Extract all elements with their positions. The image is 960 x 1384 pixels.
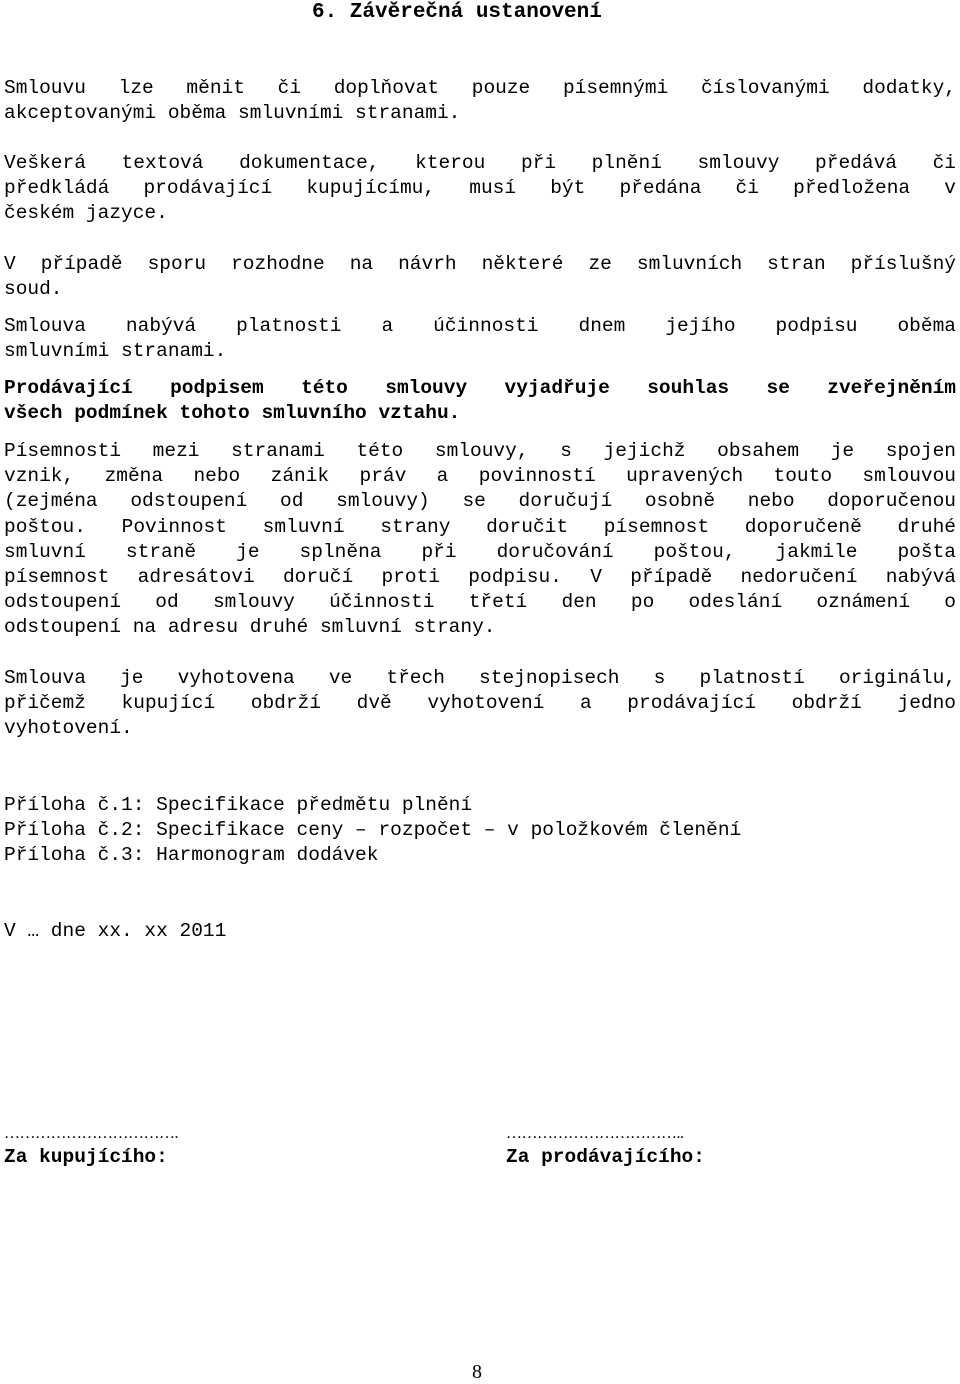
- buyer-signature-label: Za kupujícího:: [4, 1146, 168, 1168]
- text-line: Veškerá textová dokumentace, kterou při plnění smlouvy předává či: [4, 152, 956, 174]
- text-line: všech podmínek tohoto smluvního vztahu.: [4, 402, 461, 425]
- section-heading: 6. Závěrečná ustanovení: [312, 1, 602, 24]
- place-and-date: V … dne xx. xx 2011: [4, 920, 227, 942]
- text-line: českém jazyce.: [4, 202, 168, 225]
- text-line: V případě sporu rozhodne na návrh některé ze smluvních stran příslušný: [4, 253, 956, 275]
- page-number: 8: [472, 1361, 482, 1383]
- text-line: Prodávající podpisem této smlouvy vyjadřuje souhlas se zveřejněním: [4, 377, 956, 399]
- attachment-item: Příloha č.3: Harmonogram dodávek: [4, 844, 379, 866]
- paragraph-dispute: [4, 252, 956, 302]
- text-line: poštou. Povinnost smluvní strany doručit písemnost doporučeně druhé: [4, 515, 956, 538]
- paragraph-publication-consent: [4, 376, 956, 426]
- text-line: akceptovanými oběma smluvními stranami.: [4, 102, 461, 125]
- paragraph-amendments: [4, 76, 956, 126]
- text-line: vznik, změna nebo zánik práv a povinností upravených touto smlouvou: [4, 465, 956, 488]
- paragraph-documentation-language: [4, 151, 956, 227]
- text-line: Písemnosti mezi stranami této smlouvy, s jejichž obsahem je spojen: [4, 440, 956, 462]
- text-line: Smlouva je vyhotovena ve třech stejnopisech s platností originálu,: [4, 667, 956, 689]
- text-line: Smlouvu lze měnit či doplňovat pouze písemnými číslovanými dodatky,: [4, 77, 956, 99]
- text-line: smluvními stranami.: [4, 340, 227, 363]
- text-line: (zejména odstoupení od smlouvy) se doručují osobně nebo doporučenou: [4, 490, 956, 513]
- text-line: Smlouva nabývá platnosti a účinnosti dnem jejího podpisu oběma: [4, 315, 956, 337]
- paragraph-delivery: [4, 439, 956, 641]
- text-line: vyhotovení.: [4, 717, 133, 740]
- text-line: písemnost adresátovi doručí proti podpisu. V případě nedoručení nabývá: [4, 566, 956, 589]
- text-line: smluvní straně je splněna při doručování poštou, jakmile pošta: [4, 540, 956, 563]
- seller-signature-line: ……………………………..: [506, 1125, 684, 1142]
- attachment-item: Příloha č.1: Specifikace předmětu plnění: [4, 794, 473, 816]
- text-line: přičemž kupující obdrží dvě vyhotovení a prodávající obdrží jedno: [4, 692, 956, 715]
- text-line: soud.: [4, 278, 63, 301]
- text-line: odstoupení na adresu druhé smluvní strany.: [4, 616, 496, 639]
- seller-signature-label: Za prodávajícího:: [506, 1146, 705, 1168]
- paragraph-counterparts: [4, 666, 956, 742]
- attachment-item: Příloha č.2: Specifikace ceny – rozpočet – v položkovém členění: [4, 819, 742, 841]
- text-line: předkládá prodávající kupujícímu, musí být předána či předložena v: [4, 177, 956, 200]
- paragraph-validity: [4, 314, 956, 364]
- buyer-signature-line: …………………………….: [4, 1125, 178, 1142]
- text-line: odstoupení od smlouvy účinnosti třetí den po odeslání oznámení o: [4, 591, 956, 614]
